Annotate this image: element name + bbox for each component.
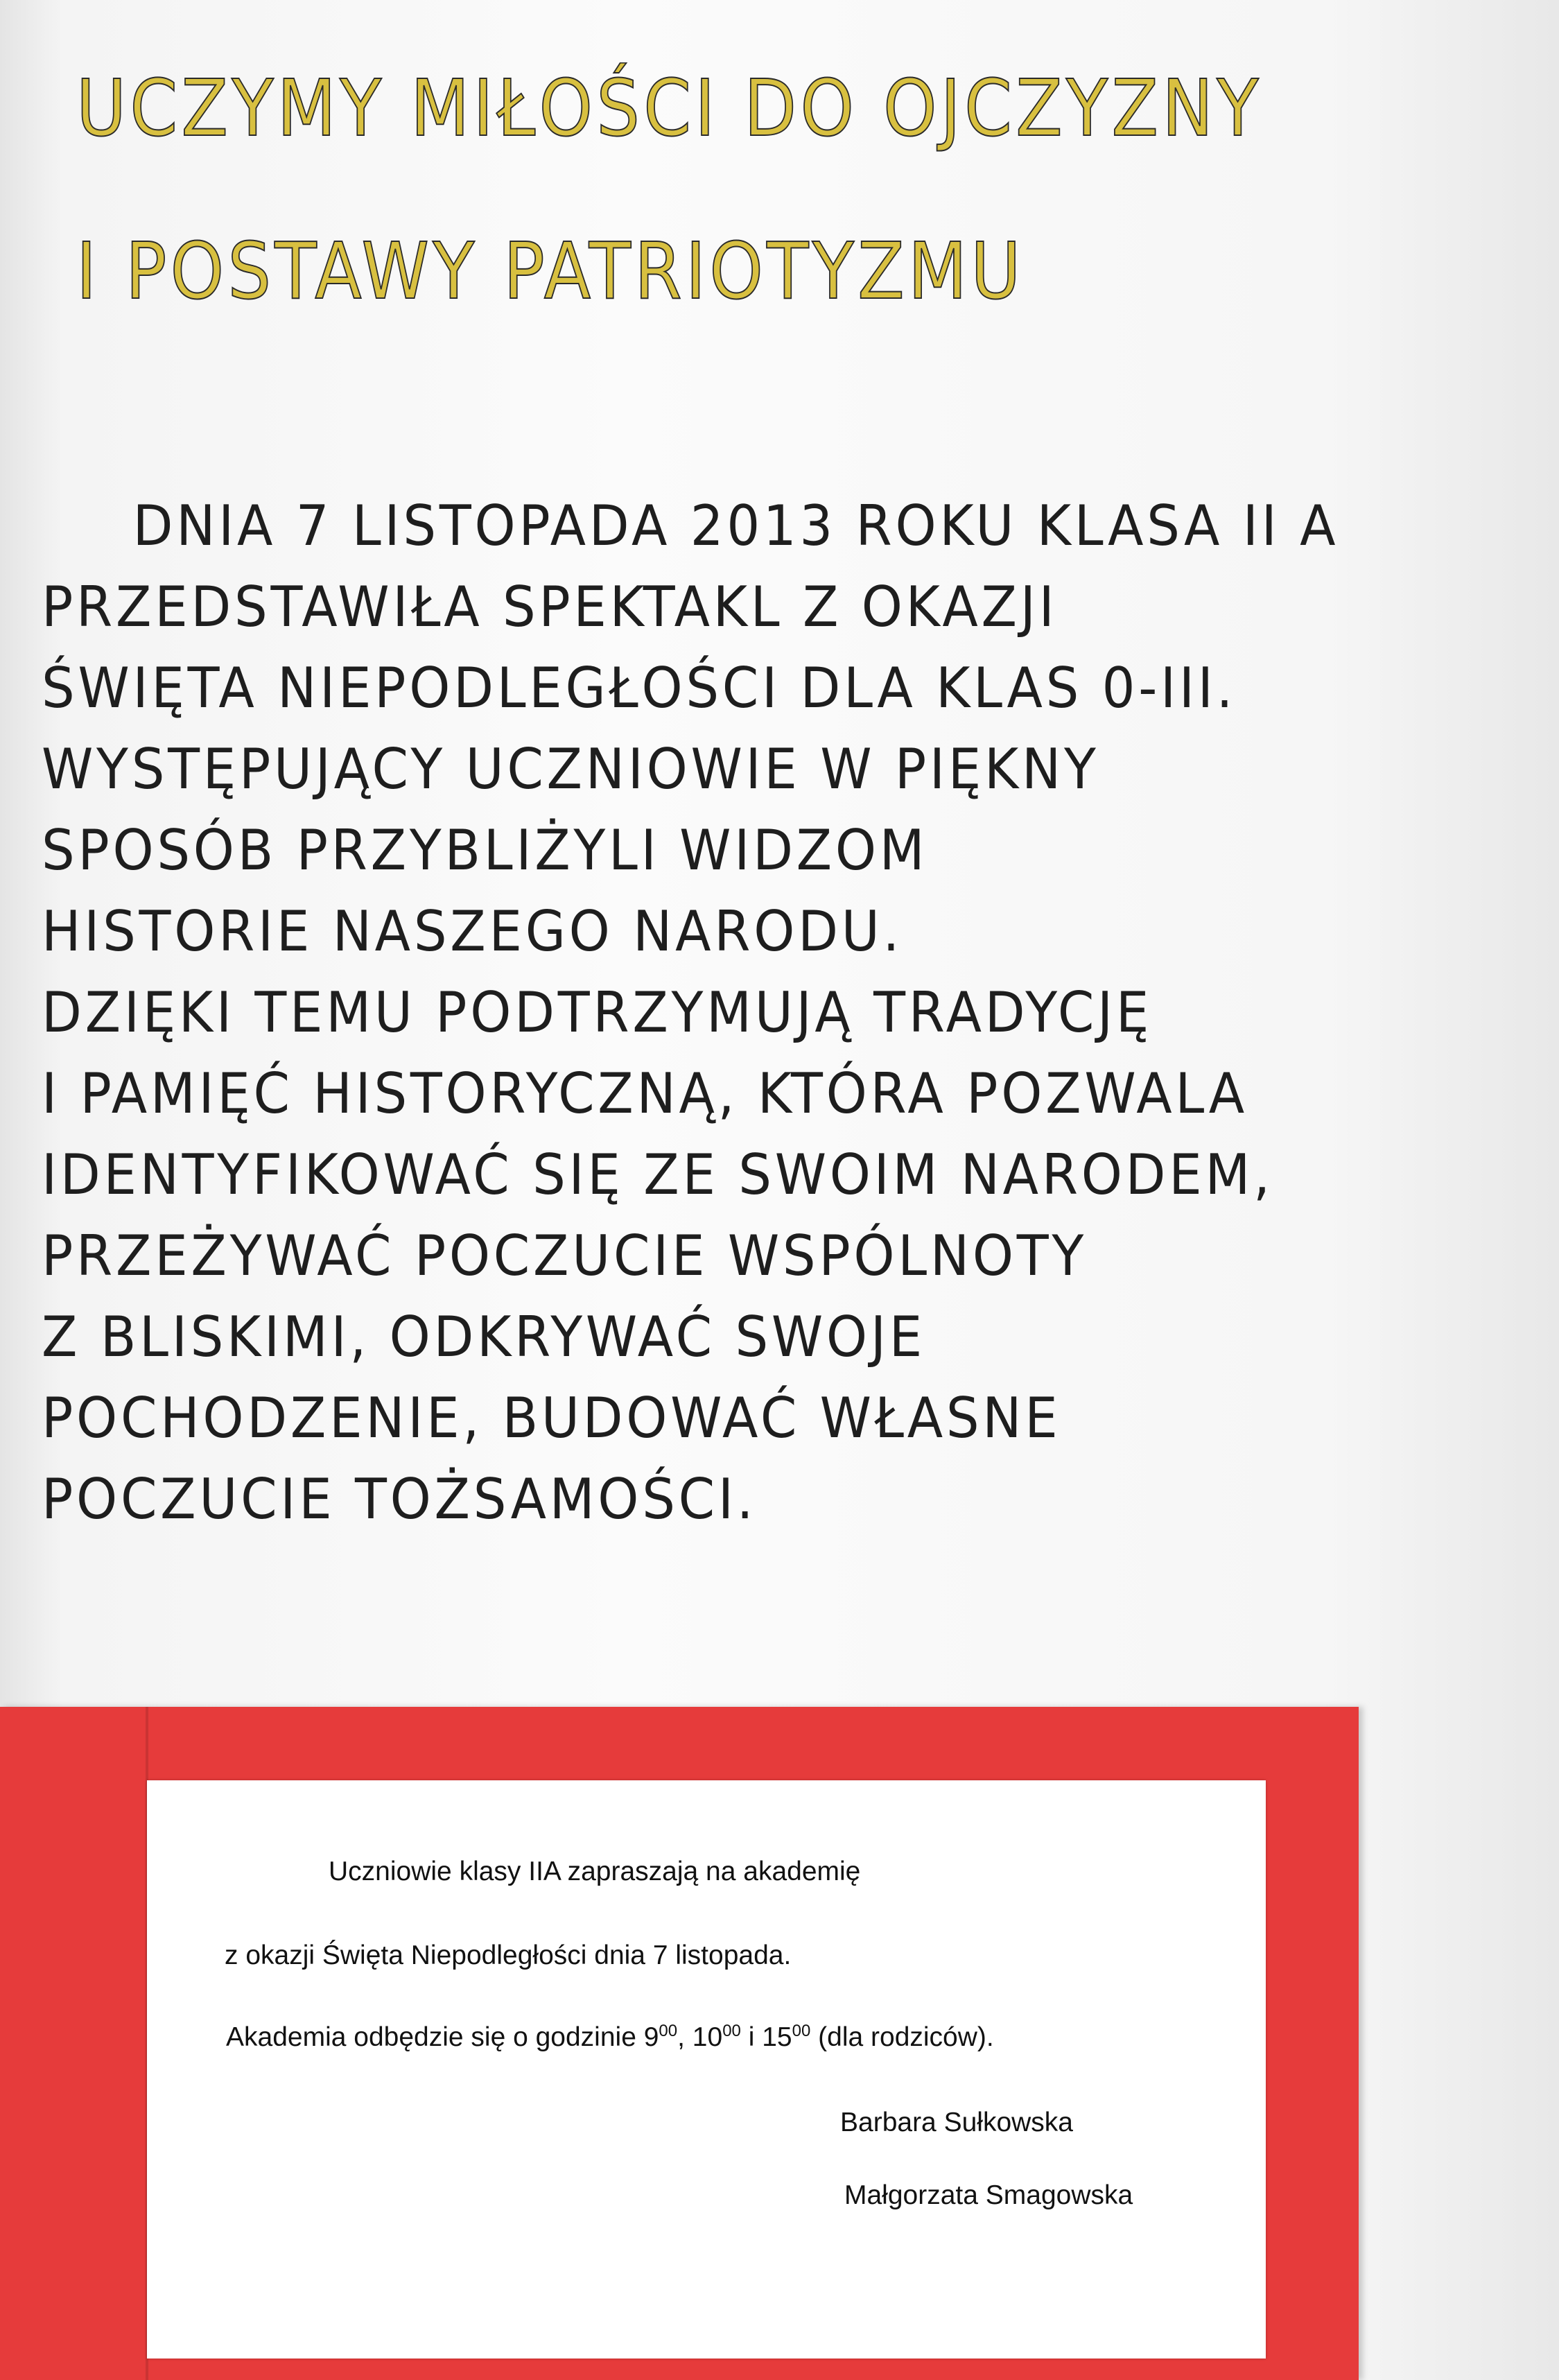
invitation-line-1: Uczniowie klasy IIA zapraszają na akademię: [329, 1857, 861, 1886]
invitation-time-prefix: Akademia odbędzie się o godzinie 9: [226, 2022, 659, 2052]
story-line: DNIA 7 LISTOPADA 2013 ROKU KLASA II A: [132, 494, 1339, 558]
story-line: Z BLISKIMI, ODKRYWAĆ SWOJE: [42, 1305, 925, 1369]
invitation-note: [147, 1780, 1266, 2359]
story-line: HISTORIE NASZEGO NARODU.: [42, 899, 903, 964]
signature-1: Barbara Sułkowska: [840, 2108, 1073, 2137]
signature-2: Małgorzata Smagowska: [844, 2180, 1133, 2210]
story-line: DZIĘKI TEMU PODTRZYMUJĄ TRADYCJĘ: [42, 980, 1153, 1045]
handwritten-story: [42, 485, 1429, 1540]
story-line: PRZEDSTAWIŁA SPEKTAKL Z OKAZJI: [42, 575, 1058, 639]
story-line: SPOSÓB PRZYBLIŻYLI WIDZOM: [42, 818, 928, 883]
invitation-time-sep-1: , 10: [677, 2022, 723, 2052]
story-line: POCHODZENIE, BUDOWAĆ WŁASNE: [42, 1386, 1061, 1450]
story-line: WYSTĘPUJĄCY UCZNIOWIE W PIĘKNY: [42, 737, 1099, 801]
page-title: [76, 28, 1327, 354]
story-line: I PAMIĘĆ HISTORYCZNĄ, KTÓRA POZWALA: [42, 1061, 1248, 1126]
story-line: ŚWIĘTA NIEPODLEGŁOŚCI DLA KLAS 0-III.: [42, 656, 1237, 720]
invitation-line-2: z okazji Święta Niepodległości dnia 7 listopada.: [225, 1940, 792, 1970]
invitation-line-3: [226, 2022, 994, 2053]
invitation-time-suffix: (dla rodziców).: [810, 2022, 994, 2052]
time-minutes-1: 00: [659, 2022, 678, 2040]
title-line-1: UCZYMY MIŁOŚCI DO OJCZYZNY: [76, 64, 1262, 154]
invitation-time-sep-2: i 15: [740, 2022, 792, 2052]
story-line: POCZUCIE TOŻSAMOŚCI.: [42, 1467, 757, 1531]
time-minutes-2: 00: [722, 2022, 741, 2040]
time-minutes-3: 00: [792, 2022, 811, 2040]
story-line: PRZEŻYWAĆ POCZUCIE WSPÓLNOTY: [42, 1224, 1088, 1288]
title-line-2: I POSTAWY PATRIOTYZMU: [76, 227, 1025, 317]
story-line: IDENTYFIKOWAĆ SIĘ ZE SWOIM NARODEM,: [42, 1143, 1273, 1207]
